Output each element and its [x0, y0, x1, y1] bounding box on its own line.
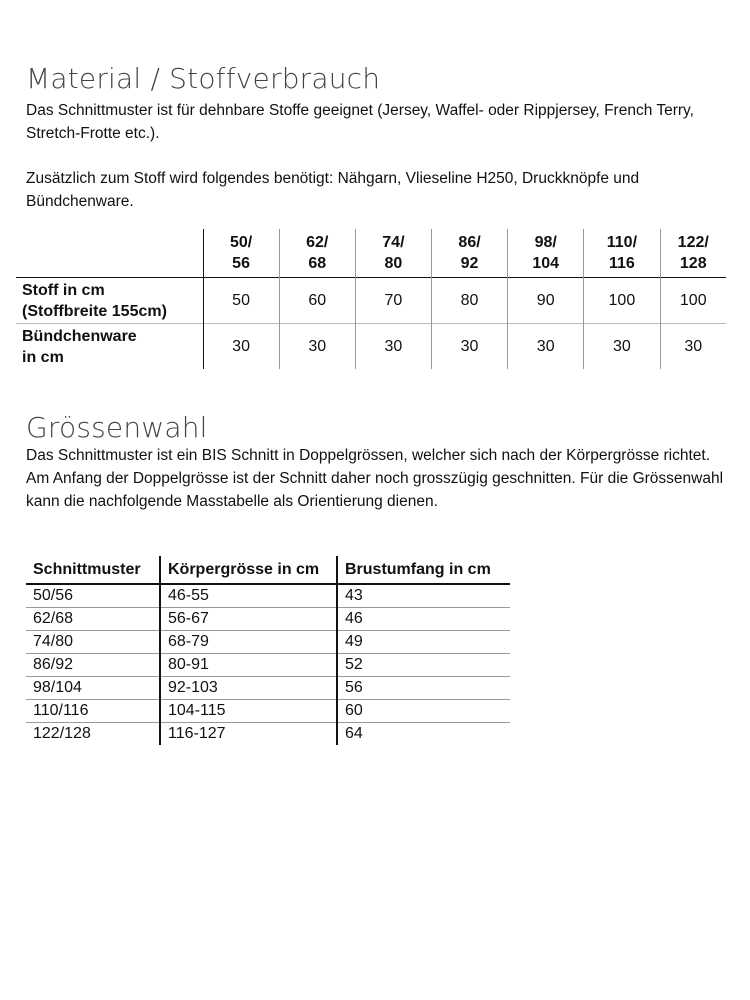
fabric-cell: 90	[508, 278, 584, 324]
ribbing-cell: 30	[508, 324, 584, 370]
column-header-height: Körpergrösse in cm	[160, 556, 337, 584]
ribbing-cell: 30	[660, 324, 726, 370]
fabric-table-corner	[16, 229, 203, 278]
fabric-cell: 70	[355, 278, 431, 324]
ribbing-cell: 30	[279, 324, 355, 370]
size-header: 110/ 116	[584, 229, 660, 278]
chest-cell: 52	[337, 654, 510, 677]
ribbing-cell: 30	[203, 324, 279, 370]
pattern-size-cell: 62/68	[26, 608, 160, 631]
sizing-description: Das Schnittmuster ist ein BIS Schnitt in Doppelgrössen, welcher sich nach der Körpergrösse richtet. Am Anfang der Doppelgrösse ist der Schnitt daher noch grosszügig geschnitten. Für die Grössenwahl kann die nachfolgende Masstabelle als Orientierung dienen.	[26, 447, 724, 510]
table-row	[26, 608, 510, 631]
fabric-consumption-table	[16, 229, 726, 369]
chest-cell: 64	[345, 725, 363, 742]
height-cell: 56-67	[160, 608, 337, 631]
fabric-cell: 60	[279, 278, 355, 324]
size-header: 98/ 104	[508, 229, 584, 278]
material-description: Das Schnittmuster ist für dehnbare Stoffe geeignet (Jersey, Waffel- oder Rippjersey, French Terry, Stretch-Frotte etc.).	[26, 102, 694, 142]
chest-cell: 46	[337, 608, 510, 631]
table-row	[26, 723, 510, 746]
ribbing-cell: 30	[355, 324, 431, 370]
table-row	[26, 677, 510, 700]
height-cell: 92-103	[160, 677, 337, 700]
fabric-row	[16, 278, 726, 324]
material-requirements: Zusätzlich zum Stoff wird folgendes benötigt: Nähgarn, Vlieseline H250, Druckknöpfe und Bündchenware.	[26, 170, 640, 210]
chest-cell: 43	[337, 584, 510, 608]
size-header: 62/ 68	[279, 229, 355, 278]
size-header: 122/ 128	[660, 229, 726, 278]
sizing-heading: Grössenwahl	[26, 411, 208, 444]
fabric-cell: 50	[203, 278, 279, 324]
ribbing-cell: 30	[431, 324, 507, 370]
row-label: Stoff in cm (Stoffbreite 155cm)	[16, 278, 203, 324]
chest-cell: 49	[337, 631, 510, 654]
table-row	[26, 700, 510, 723]
column-header-pattern: Schnittmuster	[26, 556, 160, 584]
ribbing-row	[16, 324, 726, 370]
size-header: 50/ 56	[229, 234, 253, 272]
pattern-size-cell: 98/104	[26, 677, 160, 700]
pattern-size-cell: 110/116	[26, 700, 160, 723]
fabric-table-header-row	[16, 229, 726, 278]
chest-cell: 60	[337, 700, 510, 723]
size-table-header-row	[26, 556, 510, 584]
column-header-chest: Brustumfang in cm	[337, 556, 510, 584]
height-cell: 116-127	[160, 723, 337, 746]
ribbing-cell: 30	[584, 324, 660, 370]
fabric-cell: 80	[431, 278, 507, 324]
fabric-cell: 100	[584, 278, 660, 324]
height-cell: 46-55	[160, 584, 337, 608]
height-cell: 68-79	[160, 631, 337, 654]
pattern-size-cell: 86/92	[26, 654, 160, 677]
pattern-size-cell: 74/80	[26, 631, 160, 654]
size-header: 86/ 92	[431, 229, 507, 278]
chest-cell: 56	[337, 677, 510, 700]
material-heading: Material / Stoffverbrauch	[26, 62, 381, 95]
table-row	[26, 584, 510, 608]
pattern-size-cell: 50/56	[26, 584, 160, 608]
size-header: 74/ 80	[355, 229, 431, 278]
pattern-size-cell: 122/128	[26, 723, 160, 746]
size-table	[26, 556, 510, 745]
height-cell: 80-91	[160, 654, 337, 677]
row-label: Bündchenware in cm	[16, 324, 203, 370]
table-row	[26, 654, 510, 677]
height-cell: 104-115	[160, 700, 337, 723]
fabric-cell: 100	[660, 278, 726, 324]
table-row	[26, 631, 510, 654]
